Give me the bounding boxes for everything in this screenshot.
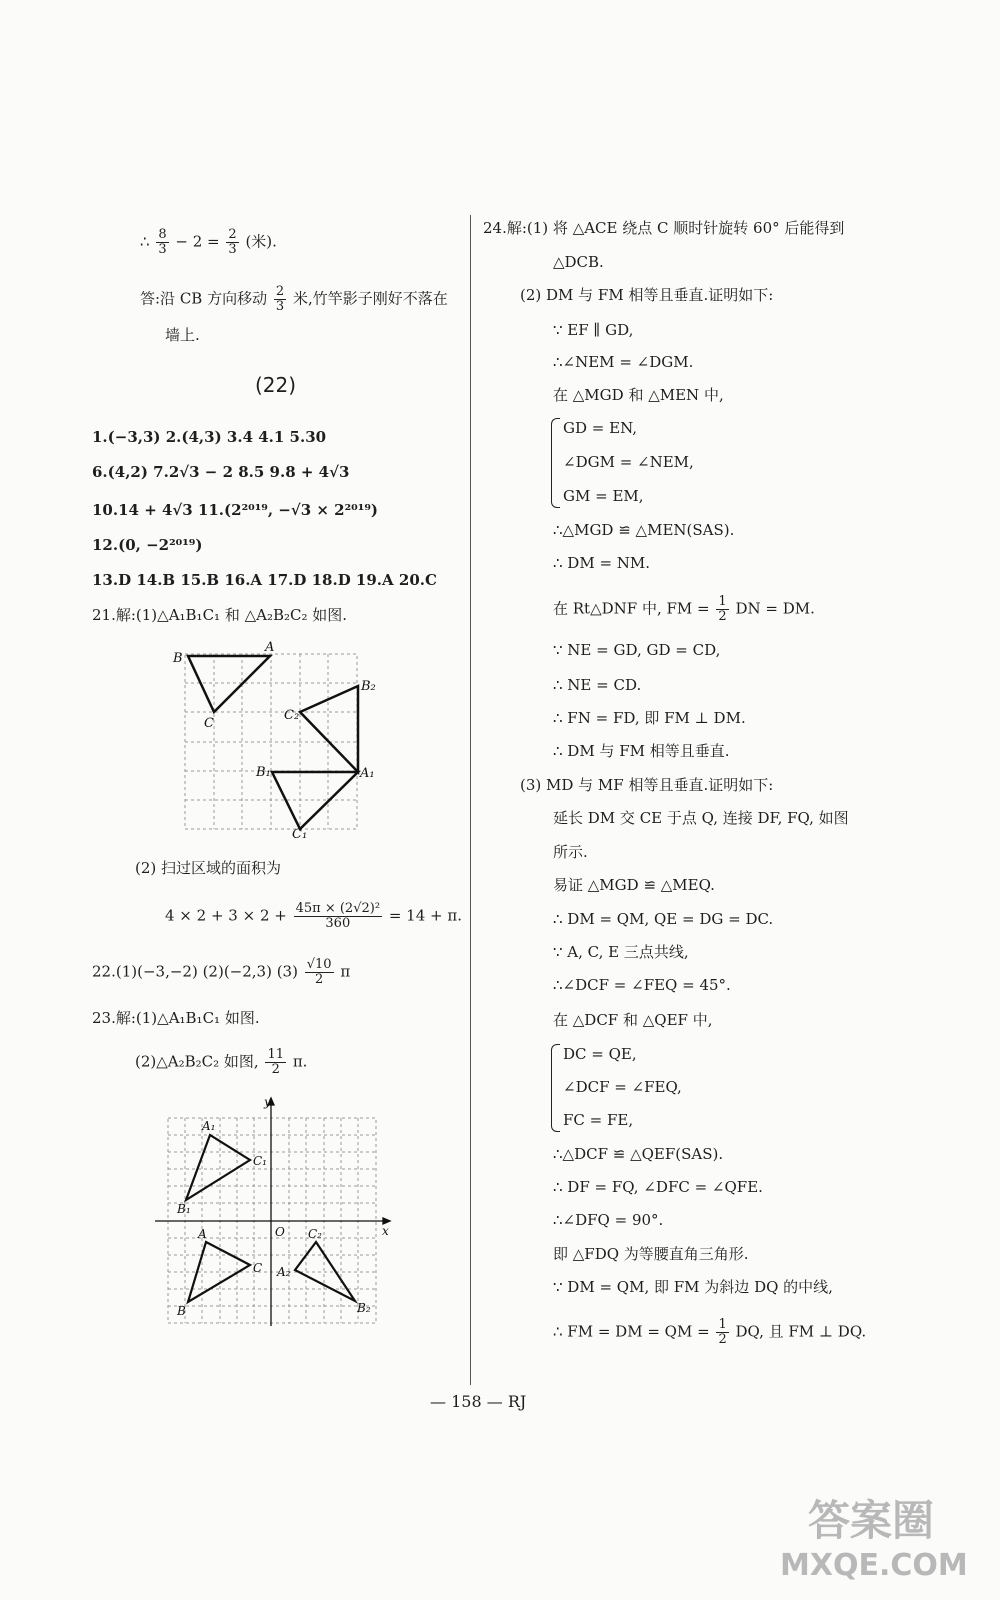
q24-line: 在 △MGD 和 △MEN 中, bbox=[553, 386, 724, 404]
q24-line: 即 △FDQ 为等腰直角三角形. bbox=[553, 1245, 749, 1263]
q24-line: ∵ NE = GD, GD = CD, bbox=[553, 641, 721, 659]
system-brace bbox=[551, 418, 560, 508]
fraction: $\frac{8}{3}$ bbox=[158, 227, 167, 257]
q24-line: ∠DCF = ∠FEQ, bbox=[563, 1078, 682, 1096]
q24-line: △DCB. bbox=[553, 253, 604, 271]
q21-formula: 4 × 2 + 3 × 2 + $\frac{\text{45π × (2√2)²}}{360}$ = 14 + π. bbox=[165, 901, 462, 931]
triangle-ABC bbox=[188, 656, 270, 712]
label-C2: C₂ bbox=[308, 1227, 322, 1241]
q24-line: ∴ DM = QM, QE = DG = DC. bbox=[553, 910, 774, 928]
q24-line: 延长 DM 交 CE 于点 Q, 连接 DF, FQ, 如图 bbox=[553, 809, 849, 827]
answer-line: 答:沿 CB 方向移动 $\frac{2}{3}$ 米,竹竿影子刚好不落在 bbox=[140, 284, 448, 314]
q23-line1: 23.解:(1)△A₁B₁C₁ 如图. bbox=[92, 1009, 260, 1027]
edition-tag: RJ bbox=[507, 1392, 527, 1411]
fraction: $\frac{2}{3}$ bbox=[275, 284, 285, 314]
q24-line: 所示. bbox=[553, 843, 588, 861]
label-B1: B₁ bbox=[256, 765, 271, 780]
q24-line: ∴ DM = NM. bbox=[553, 554, 651, 572]
q24-line: GM = EM, bbox=[563, 487, 644, 505]
q24-line: ∴△DCF ≌ △QEF(SAS). bbox=[553, 1145, 724, 1163]
q24-line: ∴△MGD ≌ △MEN(SAS). bbox=[553, 521, 735, 539]
q24-line: ∵ EF ∥ GD, bbox=[553, 321, 634, 339]
answer-row: 13.D 14.B 15.B 16.A 17.D 18.D 19.A 20.C bbox=[92, 571, 437, 589]
triangle-A1B2C2 bbox=[300, 686, 358, 772]
label-A1: A₁ bbox=[360, 766, 375, 781]
label-C: C bbox=[253, 1261, 263, 1275]
label-B2: B₂ bbox=[361, 679, 376, 694]
fraction: $\frac{1}{2}$ bbox=[718, 1317, 727, 1347]
q24-line: ∴ FM = DM = QM = $\frac{1}{2}$ DQ, 且 FM ⊥ DQ. bbox=[553, 1317, 867, 1347]
q24-line: ∴∠DCF = ∠FEQ = 45°. bbox=[553, 976, 731, 994]
q24-line: 在 △DCF 和 △QEF 中, bbox=[553, 1011, 713, 1029]
q24-line: ∴ FN = FD, 即 FM ⊥ DM. bbox=[553, 709, 746, 727]
answer-row: 6.(4,2) 7.2√3 − 2 8.5 9.8 + 4√3 bbox=[92, 463, 350, 481]
origin-label: O bbox=[275, 1225, 285, 1239]
label-A: A bbox=[265, 640, 275, 655]
label-C1: C₁ bbox=[253, 1154, 267, 1168]
label-B2: B₂ bbox=[357, 1301, 371, 1315]
column-divider bbox=[470, 215, 471, 1385]
q24-line: 在 Rt△DNF 中, FM = $\frac{1}{2}$ DN = DM. bbox=[553, 594, 815, 624]
label-C1: C₁ bbox=[292, 827, 308, 842]
q21-line1: 21.解:(1)△A₁B₁C₁ 和 △A₂B₂C₂ 如图. bbox=[92, 606, 348, 624]
q21-line2: (2) 扫过区域的面积为 bbox=[135, 859, 282, 877]
q24-line: ∴∠NEM = ∠DGM. bbox=[553, 353, 694, 371]
q24-line: (2) DM 与 FM 相等且垂直.证明如下: bbox=[520, 286, 774, 304]
label-A2: A₂ bbox=[277, 1265, 291, 1279]
q24-line: FC = FE, bbox=[563, 1111, 634, 1129]
answer-row: 1.(−3,3) 2.(4,3) 3.4 4.1 5.30 bbox=[92, 428, 327, 446]
q24-line: 易证 △MGD ≌ △MEQ. bbox=[553, 876, 715, 894]
q24-line: DC = QE, bbox=[563, 1045, 637, 1063]
label-B: B bbox=[177, 1304, 186, 1318]
page-footer: — 158 — RJ bbox=[430, 1392, 527, 1411]
answer-continuation: 墙上. bbox=[165, 326, 200, 344]
q24-line: ∴ DF = FQ, ∠DFC = ∠QFE. bbox=[553, 1178, 763, 1196]
triangle-A1B1C1 bbox=[272, 772, 358, 829]
label-B: B bbox=[173, 651, 183, 666]
page-number: 158 bbox=[451, 1392, 482, 1411]
label-A1: A₁ bbox=[202, 1119, 216, 1133]
q24-line: ∵ A, C, E 三点共线, bbox=[553, 943, 689, 961]
axis-y-label: y bbox=[264, 1095, 271, 1109]
system-brace bbox=[551, 1044, 560, 1132]
axis-x-label: x bbox=[382, 1224, 389, 1238]
q24-line: ∴∠DFQ = 90°. bbox=[553, 1211, 664, 1229]
label-A: A bbox=[198, 1227, 207, 1241]
label-C: C bbox=[204, 716, 214, 731]
watermark-site: MXQE.COM bbox=[780, 1548, 968, 1583]
label-B1: B₁ bbox=[177, 1202, 191, 1216]
figure-21-grid bbox=[170, 640, 376, 842]
section-title: (22) bbox=[255, 373, 297, 397]
calc-line: ∴ $\frac{8}{3}$ − 2 = $\frac{2}{3}$ (米). bbox=[140, 227, 277, 257]
q24-line: ∴ NE = CD. bbox=[553, 676, 642, 694]
q24-line: ∴ DM 与 FM 相等且垂直. bbox=[553, 742, 730, 760]
q24-line: 24.解:(1) 将 △ACE 绕点 C 顺时针旋转 60° 后能得到 bbox=[483, 219, 845, 237]
q24-line: (3) MD 与 MF 相等且垂直.证明如下: bbox=[520, 776, 774, 794]
q22-line: 22.(1)(−3,−2) (2)(−2,3) (3) $\frac{√10}{2}$ π bbox=[92, 957, 351, 987]
figure-23-coordinate-grid bbox=[150, 1090, 400, 1330]
q24-line: ∠DGM = ∠NEM, bbox=[563, 453, 694, 471]
fraction: $\frac{\text{45π × (2√2)²}}{360}$ bbox=[295, 901, 381, 931]
fraction: $\frac{√10}{2}$ bbox=[306, 957, 332, 987]
fraction: $\frac{2}{3}$ bbox=[228, 227, 237, 257]
answer-row: 10.14 + 4√3 11.(2²⁰¹⁹, −√3 × 2²⁰¹⁹) bbox=[92, 501, 378, 519]
q23-line2: (2)△A₂B₂C₂ 如图, $\frac{11}{2}$ π. bbox=[135, 1047, 308, 1077]
q24-line: GD = EN, bbox=[563, 419, 637, 437]
answer-row: 12.(0, −2²⁰¹⁹) bbox=[92, 536, 203, 554]
fraction: $\frac{11}{2}$ bbox=[267, 1047, 285, 1077]
q24-line: ∵ DM = QM, 即 FM 为斜边 DQ 的中线, bbox=[553, 1278, 833, 1296]
fraction: $\frac{1}{2}$ bbox=[718, 594, 727, 624]
watermark-brand: 答案圈 bbox=[808, 1496, 935, 1545]
triangle-A1B1C1 bbox=[186, 1135, 250, 1200]
label-C2: C₂ bbox=[284, 708, 300, 723]
